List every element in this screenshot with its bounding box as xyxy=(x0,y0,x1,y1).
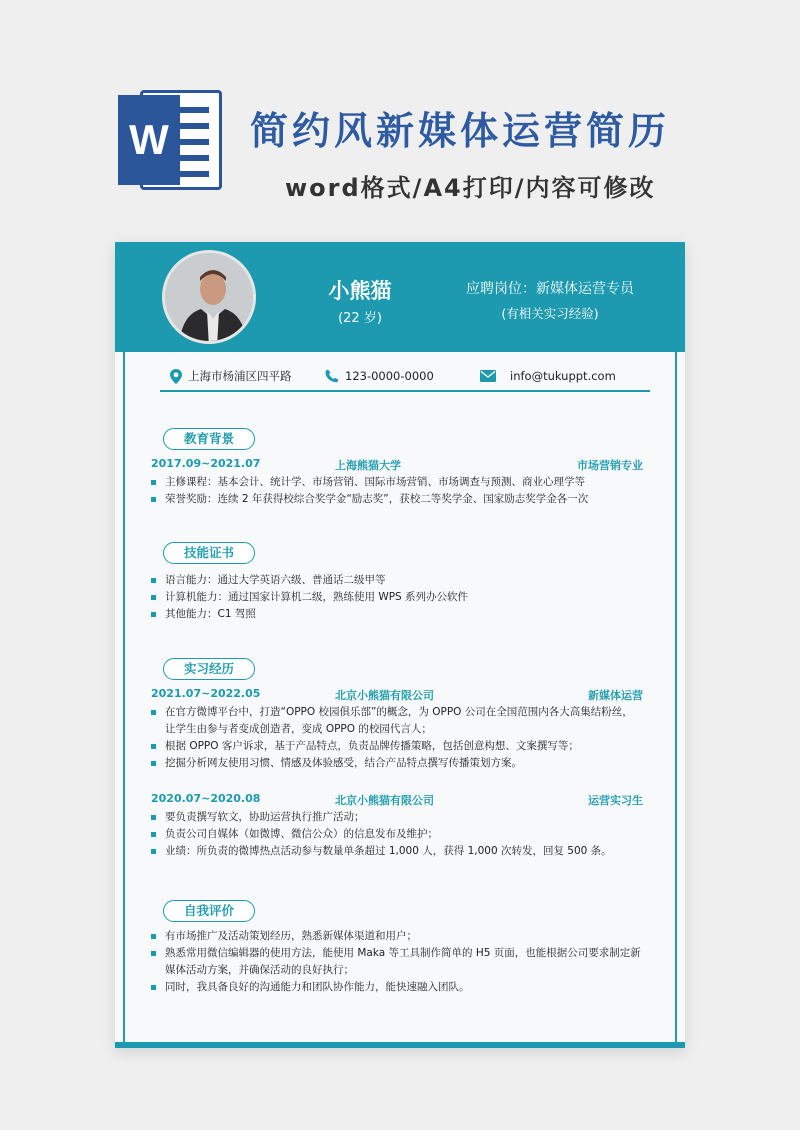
contact-address xyxy=(170,366,292,386)
experience-note: (有相关实习经验) xyxy=(501,306,599,321)
section-title-skills: 技能证书 xyxy=(163,542,255,564)
list-item: 同时，我具备良好的沟通能力和团队协作能力，能快速融入团队。 xyxy=(151,979,661,996)
word-letter-tile: W xyxy=(118,95,180,185)
job-role: 新媒体运营 xyxy=(588,689,643,702)
left-border xyxy=(123,352,125,1042)
list-item: 语言能力：通过大学英语六级、普通话二级甲等 xyxy=(151,572,661,589)
list-item: 在官方微博平台中，打造“OPPO 校园俱乐部”的概念，为 OPPO 公司在全国范围内各大高集结粉丝，让学生由参与者变成创造者，变成 OPPO 的校园代言人； xyxy=(151,704,641,738)
job-date: 2021.07~2022.05 xyxy=(151,687,261,700)
education-school: 上海熊猫大学 xyxy=(335,459,401,472)
email-text: info@tukuppt.com xyxy=(510,369,616,383)
candidate-age: (22 岁) xyxy=(338,311,382,326)
avatar xyxy=(162,250,256,344)
list-item: 业绩：所负责的微博热点活动参与数量单条超过 1,000 人，获得 1,000 次转发，回复 500 条。 xyxy=(151,843,661,860)
candidate-name: 小熊猫 xyxy=(328,279,392,303)
address-text: 上海市杨浦区四平路 xyxy=(188,369,292,383)
list-item: 熟悉常用微信编辑器的使用方法，能使用 Maka 等工具制作简单的 H5 页面，也能根据公司要求制定新媒体活动方案，并确保活动的良好执行； xyxy=(151,945,641,979)
job-role: 运营实习生 xyxy=(588,794,643,807)
resume-page xyxy=(115,242,685,1048)
section-title-education: 教育背景 xyxy=(163,428,255,450)
list-item: 其他能力：C1 驾照 xyxy=(151,606,661,623)
job-header xyxy=(151,687,651,703)
education-date: 2017.09~2021.07 xyxy=(151,457,261,470)
job-header xyxy=(151,792,651,808)
list-item: 负责公司自媒体（如微博、微信公众）的信息发布及维护； xyxy=(151,826,661,843)
banner-subtitle: word格式/A4打印/内容可修改 xyxy=(285,174,656,202)
education-major: 市场营销专业 xyxy=(577,459,643,472)
location-icon xyxy=(170,369,182,384)
job-company: 北京小熊猫有限公司 xyxy=(335,689,434,702)
phone-icon xyxy=(325,369,339,383)
bottom-border xyxy=(115,1042,685,1048)
email-icon xyxy=(480,370,496,382)
phone-text: 123-0000-0000 xyxy=(345,369,434,383)
job-date: 2020.07~2020.08 xyxy=(151,792,261,805)
contact-phone xyxy=(325,366,434,386)
person-photo-icon xyxy=(165,253,256,344)
contact-email xyxy=(480,366,616,386)
job-company: 北京小熊猫有限公司 xyxy=(335,794,434,807)
education-header xyxy=(151,457,651,473)
section-title-internship: 实习经历 xyxy=(163,658,255,680)
resume-header xyxy=(115,242,685,352)
banner-title: 简约风新媒体运营简历 xyxy=(250,109,671,153)
list-item: 要负责撰写软文，协助运营执行推广活动； xyxy=(151,809,661,826)
contact-divider xyxy=(160,390,650,392)
list-item: 挖掘分析网友使用习惯、情感及体验感受，结合产品特点撰写传播策划方案。 xyxy=(151,755,661,772)
list-item: 根据 OPPO 客户诉求，基于产品特点，负责品牌传播策略，包括创意构想、文案撰写等； xyxy=(151,738,661,755)
list-item: 荣誉奖励：连续 2 年获得校综合奖学金“励志奖”，获校二等奖学金、国家励志奖学金各一次 xyxy=(151,491,661,508)
word-app-icon xyxy=(118,85,228,195)
applied-position: 应聘岗位：新媒体运营专员 xyxy=(466,281,634,297)
list-item: 主修课程：基本会计、统计学、市场营销、国际市场营销、市场调查与预测、商业心理学等 xyxy=(151,474,661,491)
right-border xyxy=(675,352,677,1042)
section-title-self-evaluation: 自我评价 xyxy=(163,900,255,922)
list-item: 计算机能力：通过国家计算机二级，熟练使用 WPS 系列办公软件 xyxy=(151,589,661,606)
list-item: 有市场推广及活动策划经历，熟悉新媒体渠道和用户； xyxy=(151,928,661,945)
